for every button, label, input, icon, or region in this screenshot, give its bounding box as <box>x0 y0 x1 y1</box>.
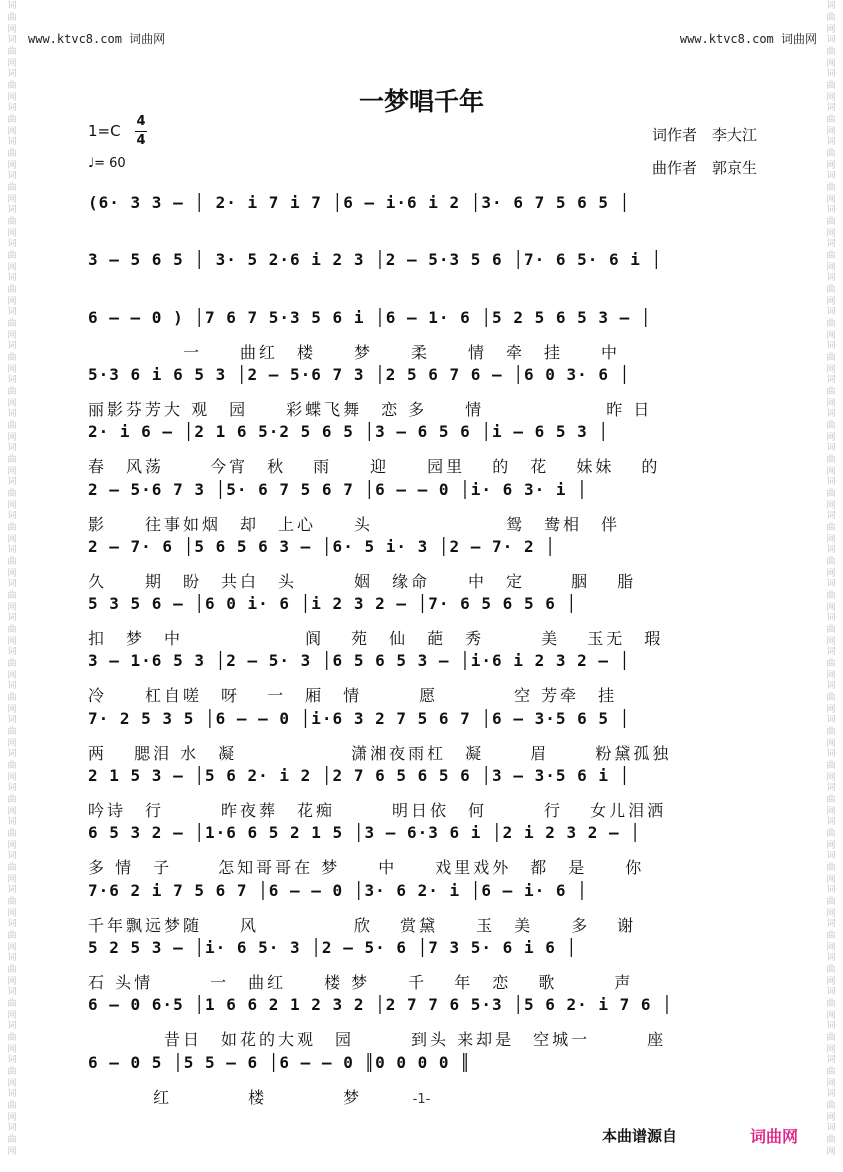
watermark-text: 词 曲 网 <box>826 205 836 239</box>
watermark-text: 词 曲 网 <box>7 1123 17 1157</box>
tempo-marking: ♩= 60 <box>88 156 126 171</box>
notation-line: 2 – 5·6 7 3 │5· 6 7 5 6 7 │6 – – 0 │i· 6 3· i │ <box>88 480 588 499</box>
watermark-text: 词 曲 网 <box>7 69 17 103</box>
watermark-text: 词 曲 网 <box>826 715 836 749</box>
page-number: -1- <box>412 1092 431 1107</box>
watermark-text: 词 曲 网 <box>7 35 17 69</box>
notation-line: (6· 3 3 – │ 2· i 7 i 7 │6 – i·6 i 2 │3· 6 7 5 6 5 │ <box>88 193 631 212</box>
notation-line: 7·6 2 i 7 5 6 7 │6 – – 0 │3· 6 2· i │6 – i· 6 │ <box>88 881 588 900</box>
watermark-text: 词 曲 网 <box>826 375 836 409</box>
watermark-text: 词 曲 网 <box>7 953 17 987</box>
lyric-line: 影 往事如烟 却 上心 头 鸳 鸯相 伴 <box>88 515 621 534</box>
watermark-text: 词 曲 网 <box>7 613 17 647</box>
notation-line: 5 3 5 6 – │6 0 i· 6 │i 2 3 2 – │7· 6 5 6 5 6 │ <box>88 594 578 613</box>
notation-line: 5·3 6 i 6 5 3 │2 – 5·6 7 3 │2 5 6 7 6 – │6 0 3· 6 │ <box>88 365 631 384</box>
lyricist-credit: 词作者 李大江 <box>651 126 757 144</box>
watermark-text: 词 曲 网 <box>7 817 17 851</box>
watermark-text: 词 曲 网 <box>7 647 17 681</box>
notation-line: 2· i 6 – │2 1 6 5·2 5 6 5 │3 – 6 5 6 │i – 6 5 3 │ <box>88 422 610 441</box>
watermark-text: 词 曲 网 <box>826 477 836 511</box>
lyric-line: 久 期 盼 共白 头 姻 缘命 中 定 胭 脂 <box>88 572 637 591</box>
watermark-text: 词 曲 网 <box>7 239 17 273</box>
watermark-text: 词 曲 网 <box>7 987 17 1021</box>
watermark-text: 词 曲 网 <box>826 103 836 137</box>
watermark-text: 词 曲 网 <box>826 681 836 715</box>
brand-logo[interactable]: 词曲网 <box>750 1127 799 1146</box>
site-url-left[interactable]: www.ktvc8.com 词曲网 <box>28 32 166 46</box>
notation-line: 2 1 5 3 – │5 6 2· i 2 │2 7 6 5 6 5 6 │3 – 3·5 6 i │ <box>88 766 631 785</box>
notation-line: 7· 2 5 3 5 │6 – – 0 │i·6 3 2 7 5 6 7 │6 – 3·5 6 5 │ <box>88 709 631 728</box>
watermark-text: 词 曲 网 <box>826 1089 836 1123</box>
notation-line: 6 – – 0 ) │7 6 7 5·3 5 6 i │6 – 1· 6 │5 2 5 6 5 3 – │ <box>88 308 652 327</box>
watermark-text: 词 曲 网 <box>826 35 836 69</box>
watermark-text: 词 曲 网 <box>826 1123 836 1157</box>
watermark-text: 词 曲 网 <box>7 1089 17 1123</box>
watermark-text: 词 曲 网 <box>826 137 836 171</box>
lyric-line: 红 楼 梦 <box>88 1088 363 1107</box>
composer-credit: 曲作者 郭京生 <box>651 159 757 177</box>
notation-line: 2 – 7· 6 │5 6 5 6 3 – │6· 5 i· 3 │2 – 7· 2 │ <box>88 537 556 556</box>
site-url-right[interactable]: www.ktvc8.com 词曲网 <box>679 32 817 46</box>
watermark-text: 词 曲 网 <box>7 273 17 307</box>
lyric-line: 春 风荡 今宵 秋 雨 迎 园里 的 花 妹妹 的 <box>88 457 661 476</box>
watermark-text: 词 曲 网 <box>826 307 836 341</box>
watermark-text: 词 曲 网 <box>826 851 836 885</box>
notation-line: 5 2 5 3 – │i· 6 5· 3 │2 – 5· 6 │7 3 5· 6 i 6 │ <box>88 938 578 957</box>
watermark-text: 词 曲 网 <box>7 885 17 919</box>
watermark-text: 词 曲 网 <box>7 579 17 613</box>
watermark-text: 词 曲 网 <box>826 1055 836 1089</box>
watermark-text: 词 曲 网 <box>826 273 836 307</box>
watermark-text: 词 曲 网 <box>7 171 17 205</box>
watermark-text: 词 曲 网 <box>826 987 836 1021</box>
watermark-text: 词 曲 网 <box>7 307 17 341</box>
lyric-line: 多 情 子 怎知哥哥在 梦 中 戏里戏外 都 是 你 <box>88 858 645 877</box>
watermark-text: 词 曲 网 <box>7 851 17 885</box>
time-signature <box>135 114 147 149</box>
watermark-text: 词 曲 网 <box>826 647 836 681</box>
watermark-strip-left <box>2 0 22 1172</box>
notation-line: 6 5 3 2 – │1·6 6 5 2 1 5 │3 – 6·3 6 i │2 i 2 3 2 – │ <box>88 823 641 842</box>
lyric-line: 千年飘远梦随 风 欣 赏黛 玉 美 多 谢 <box>88 916 637 935</box>
watermark-text: 词 曲 网 <box>826 69 836 103</box>
watermark-text: 词 曲 网 <box>7 545 17 579</box>
watermark-text: 词 曲 网 <box>7 375 17 409</box>
watermark-text: 词 曲 网 <box>7 137 17 171</box>
watermark-text: 词 曲 网 <box>826 613 836 647</box>
watermark-text: 词 曲 网 <box>826 409 836 443</box>
watermark-text: 词 曲 网 <box>7 749 17 783</box>
time-denominator: 4 <box>136 133 146 148</box>
watermark-text: 词 曲 网 <box>7 715 17 749</box>
watermark-text: 词 曲 网 <box>826 1021 836 1055</box>
notation-line: 6 – 0 5 │5 5 – 6 │6 – – 0 ║0 0 0 0 ║ <box>88 1053 471 1072</box>
lyric-line: 扣 梦 中 阆 苑 仙 葩 秀 美 玉无 瑕 <box>88 629 664 648</box>
time-numerator: 4 <box>136 114 146 129</box>
key-signature: 1=C <box>88 122 121 140</box>
watermark-text: 词 曲 网 <box>826 1 836 35</box>
watermark-text: 词 曲 网 <box>7 205 17 239</box>
notation-line: 3 – 1·6 5 3 │2 – 5· 3 │6 5 6 5 3 – │i·6 i 2 3 2 – │ <box>88 651 631 670</box>
watermark-text: 词 曲 网 <box>7 1 17 35</box>
watermark-text: 词 曲 网 <box>826 511 836 545</box>
watermark-text: 词 曲 网 <box>7 341 17 375</box>
lyric-line: 石 头情 一 曲红 楼 梦 千 年 恋 歌 声 <box>88 973 634 992</box>
lyric-line: 一 曲红 楼 梦 柔 情 牵 挂 中 <box>88 343 621 362</box>
watermark-text: 词 曲 网 <box>826 443 836 477</box>
watermark-text: 词 曲 网 <box>7 919 17 953</box>
watermark-text: 词 曲 网 <box>7 1055 17 1089</box>
source-label: 本曲谱源自 <box>602 1127 678 1145</box>
watermark-text: 词 曲 网 <box>7 103 17 137</box>
watermark-text: 词 曲 网 <box>826 953 836 987</box>
watermark-text: 词 曲 网 <box>7 681 17 715</box>
notation-line: 3 – 5 6 5 │ 3· 5 2·6 i 2 3 │2 – 5·3 5 6 │7· 6 5· 6 i │ <box>88 250 663 269</box>
watermark-text: 词 曲 网 <box>826 545 836 579</box>
lyric-line: 冷 杠自嗟 呀 一 厢 情 愿 空 芳牵 挂 <box>88 686 618 705</box>
watermark-text: 词 曲 网 <box>826 239 836 273</box>
watermark-strip-right <box>821 0 841 1172</box>
watermark-text: 词 曲 网 <box>7 511 17 545</box>
watermark-text: 词 曲 网 <box>7 443 17 477</box>
lyric-line: 丽影芬芳大 观 园 彩蝶飞舞 恋 多 情 昨 日 <box>88 400 653 419</box>
watermark-text: 词 曲 网 <box>826 579 836 613</box>
watermark-text: 词 曲 网 <box>826 171 836 205</box>
notation-line: 6 – 0 6·5 │1 6 6 2 1 2 3 2 │2 7 7 6 5·3 │5 6 2· i 7 6 │ <box>88 995 673 1014</box>
watermark-text: 词 曲 网 <box>826 919 836 953</box>
watermark-text: 词 曲 网 <box>826 885 836 919</box>
watermark-text: 词 曲 网 <box>826 783 836 817</box>
watermark-text: 词 曲 网 <box>826 749 836 783</box>
lyric-line: 昔日 如花的大观 园 到头 来却是 空城一 座 <box>88 1030 667 1049</box>
song-title: 一梦唱千年 <box>358 87 484 116</box>
watermark-text: 词 曲 网 <box>826 817 836 851</box>
lyric-line: 两 腮泪 水 凝 潇湘夜雨杠 凝 眉 粉黛孤独 <box>88 744 672 763</box>
watermark-text: 词 曲 网 <box>7 477 17 511</box>
watermark-text: 词 曲 网 <box>7 409 17 443</box>
watermark-text: 词 曲 网 <box>7 783 17 817</box>
watermark-text: 词 曲 网 <box>7 1021 17 1055</box>
watermark-text: 词 曲 网 <box>826 341 836 375</box>
lyric-line: 吟诗 行 昨夜葬 花痴 明日依 何 行 女儿泪洒 <box>88 801 667 820</box>
